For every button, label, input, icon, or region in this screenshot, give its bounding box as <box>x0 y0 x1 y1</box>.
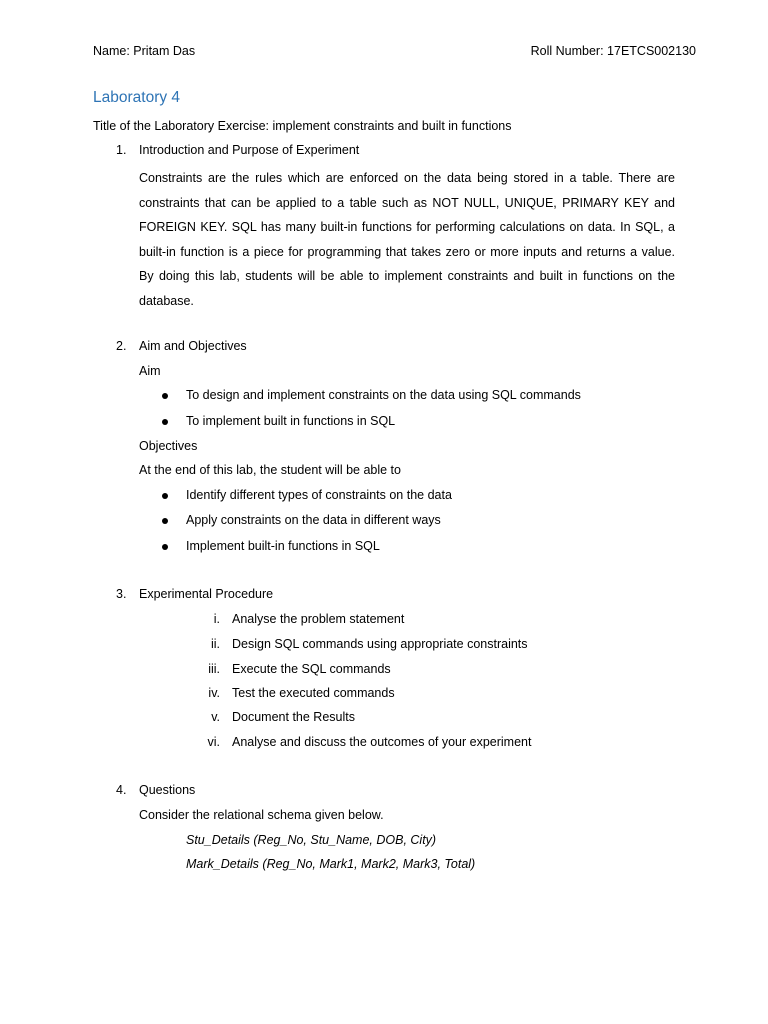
aim-item: To implement built in functions in SQL <box>186 414 396 428</box>
schema-line: Mark_Details (Reg_No, Mark1, Mark2, Mark3, Total) <box>186 857 476 871</box>
aim-label: Aim <box>139 364 161 378</box>
schema-line: Stu_Details (Reg_No, Stu_Name, DOB, City) <box>186 833 437 847</box>
section-1-title: Introduction and Purpose of Experiment <box>139 143 360 157</box>
objective-item: Apply constraints on the data in different ways <box>186 513 441 527</box>
exercise-title: Title of the Laboratory Exercise: implement constraints and built in functions <box>93 119 512 133</box>
step-number: i. <box>213 612 220 626</box>
section-1-number: 1. <box>116 143 127 157</box>
aim-item: To design and implement constraints on the data using SQL commands <box>186 388 581 402</box>
step-number: vi. <box>207 735 220 749</box>
section-4-title: Questions <box>139 783 196 797</box>
bullet-icon <box>162 493 168 499</box>
section-2-number: 2. <box>116 339 127 353</box>
roll-number: Roll Number: 17ETCS002130 <box>530 44 696 58</box>
section-4-number: 4. <box>116 783 127 797</box>
section-1-paragraph: Constraints are the rules which are enforced on the data being stored in a table. There are constraints that can be applied to a table such as NOT NULL, UNIQUE, PRIMARY KEY and FOREIGN KEY. SQL has many built-in functions for performing calculations on data. In SQL, a built-in function is a piece for programming that takes zero or more inputs and returns a value. By doing this lab, students will be able to implement constraints and built in functions on the database. <box>139 171 675 308</box>
objective-item: Implement built-in functions in SQL <box>186 539 380 553</box>
step-number: iv. <box>208 686 220 700</box>
section-3-number: 3. <box>116 587 127 601</box>
objective-item: Identify different types of constraints on the data <box>186 488 452 502</box>
step-number: iii. <box>208 662 220 676</box>
step-text: Design SQL commands using appropriate constraints <box>232 637 528 651</box>
bullet-icon <box>162 419 168 425</box>
step-text: Analyse the problem statement <box>232 612 405 626</box>
step-number: v. <box>211 710 220 724</box>
step-text: Analyse and discuss the outcomes of your experiment <box>232 735 532 749</box>
step-number: ii. <box>210 637 220 651</box>
step-text: Execute the SQL commands <box>232 662 391 676</box>
bullet-icon <box>162 544 168 550</box>
step-text: Document the Results <box>232 710 355 724</box>
page-title: Laboratory 4 <box>93 89 181 106</box>
objectives-intro: At the end of this lab, the student will be able to <box>139 463 401 477</box>
bullet-icon <box>162 518 168 524</box>
student-name: Name: Pritam Das <box>93 44 196 58</box>
step-text: Test the executed commands <box>232 686 395 700</box>
section-3-title: Experimental Procedure <box>139 587 274 601</box>
objectives-label: Objectives <box>139 439 198 453</box>
questions-intro: Consider the relational schema given below. <box>139 808 384 822</box>
bullet-icon <box>162 393 168 399</box>
section-2-title: Aim and Objectives <box>139 339 247 353</box>
